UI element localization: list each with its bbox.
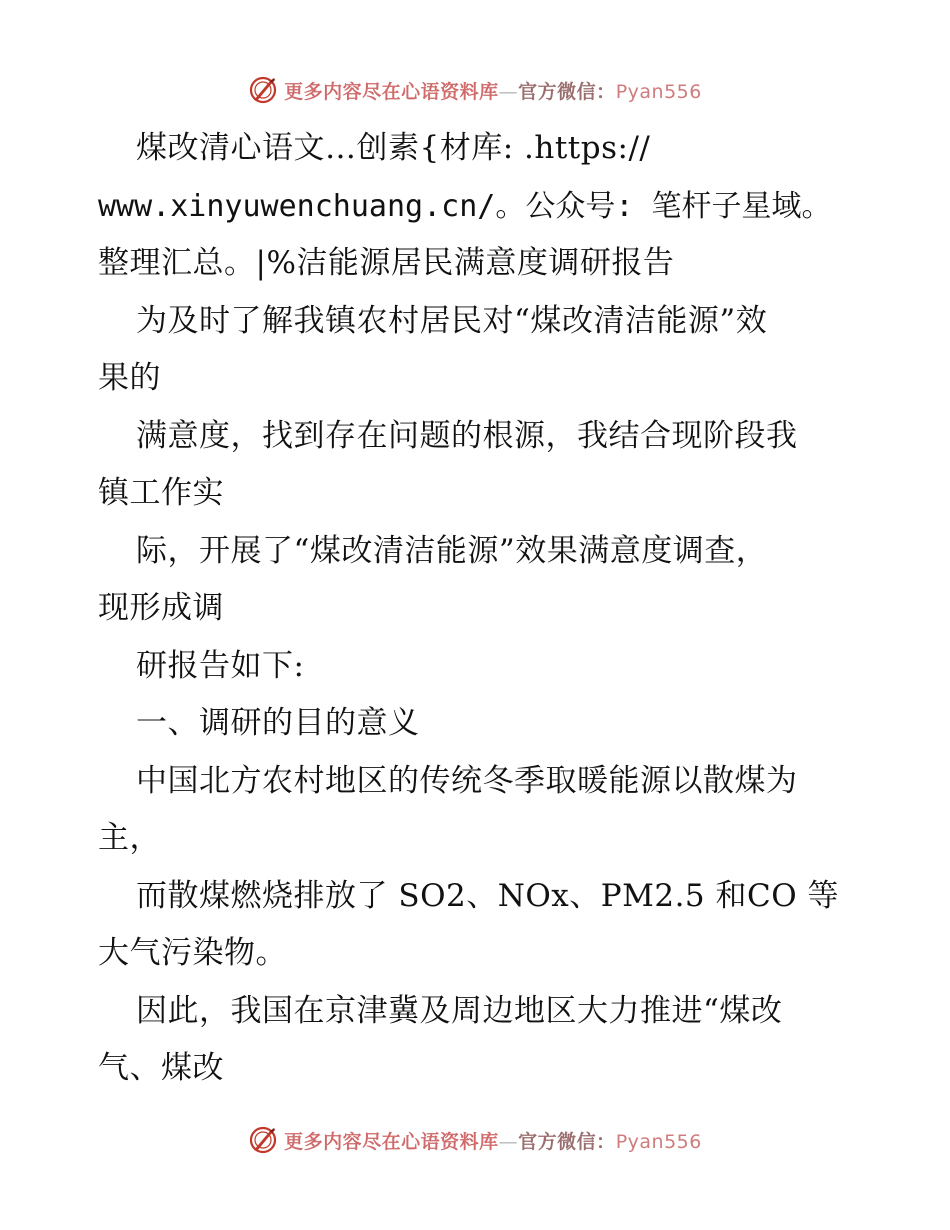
document-body — [98, 120, 868, 1098]
text-line: 研报告如下: — [136, 647, 305, 684]
header-banner — [0, 70, 950, 110]
text-line: 镇工作实 — [98, 475, 224, 511]
text-line: 而散煤燃烧排放了 SO2、NOx、PM2.5 和CO 等 — [136, 877, 839, 914]
footer-banner — [0, 1120, 950, 1160]
banner-wechat-label: 官方微信： — [518, 1130, 616, 1153]
quill-pen-icon — [248, 75, 278, 105]
banner-lead: 更多内容尽在心语资料库 — [284, 1130, 499, 1153]
banner-text — [284, 77, 702, 104]
text-line: 气、煤改 — [98, 1050, 224, 1086]
banner-separator: — — [498, 1130, 519, 1153]
text-line: www.xinyuwenchuang.cn/。公众号: 笔杆子星域。 — [98, 188, 832, 224]
banner-lead: 更多内容尽在心语资料库 — [284, 80, 499, 103]
banner-wechat-id: Pyan556 — [615, 1130, 702, 1153]
text-line: 整理汇总。|%洁能源居民满意度调研报告 — [98, 245, 675, 281]
text-line: 果的 — [98, 360, 161, 396]
text-line: 际，开展了“煤改清洁能源”效果满意度调查， — [136, 532, 768, 569]
text-line: 满意度，找到存在问题的根源，我结合现阶段我 — [136, 417, 798, 454]
text-line: 中国北方农村地区的传统冬季取暖能源以散煤为 — [136, 762, 798, 799]
text-line: 因此，我国在京津冀及周边地区大力推进“煤改 — [136, 992, 783, 1029]
text-line: 大气污染物。 — [98, 935, 287, 971]
text-line: 煤改清心语文…创素{材库: .https:// — [136, 130, 651, 166]
text-line: 为及时了解我镇农村居民对“煤改清洁能源”效 — [136, 302, 768, 339]
section-heading: 一、调研的目的意义 — [136, 705, 420, 741]
text-line: 主， — [98, 820, 161, 856]
banner-wechat-label: 官方微信： — [518, 80, 616, 103]
banner-separator: — — [498, 80, 519, 103]
quill-pen-icon — [248, 1125, 278, 1155]
banner-text — [284, 1127, 702, 1154]
text-line: 现形成调 — [98, 590, 224, 626]
banner-wechat-id: Pyan556 — [615, 80, 702, 103]
